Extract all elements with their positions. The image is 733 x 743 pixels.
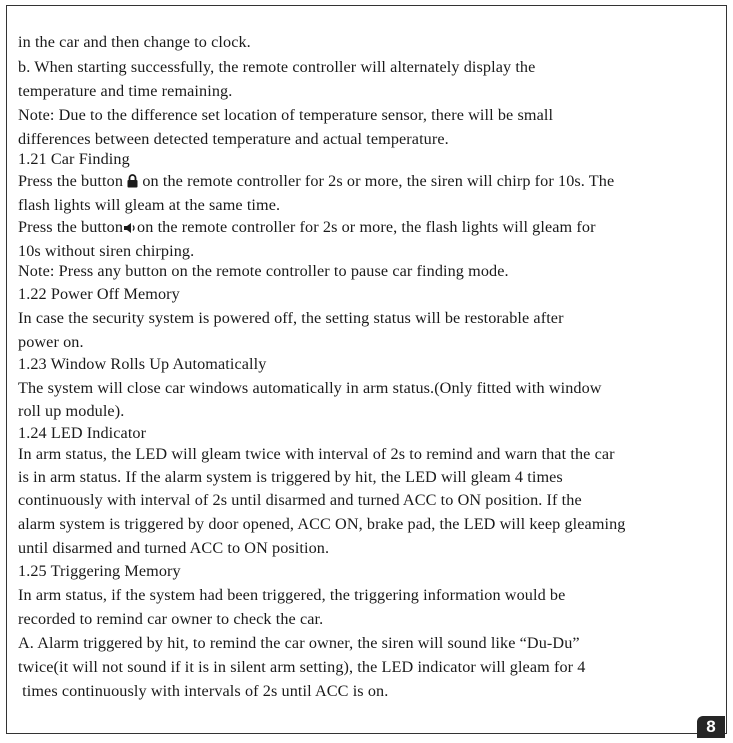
lock-icon xyxy=(127,173,138,193)
section-heading-led-indicator: 1.24 LED Indicator xyxy=(18,424,147,442)
speaker-line-before: Press the button xyxy=(18,218,124,236)
text-line: In case the security system is powered off, the setting status will be restorable after xyxy=(18,309,564,327)
text-line: continuously with interval of 2s until disarmed and turned ACC to ON position. If the xyxy=(18,491,582,509)
text-line: in the car and then change to clock. xyxy=(18,33,251,51)
text-line: twice(it will not sound if it is in silent arm setting), the LED indicator will gleam for 4 xyxy=(18,658,586,676)
text-line: flash lights will gleam at the same time. xyxy=(18,196,281,214)
text-line: alarm system is triggered by door opened, ACC ON, brake pad, the LED will keep gleaming xyxy=(18,515,626,533)
speaker-icon xyxy=(123,219,137,239)
text-line: differences between detected temperature and actual temperature. xyxy=(18,130,449,148)
text-line: is in arm status. If the alarm system is triggered by hit, the LED will gleam 4 times xyxy=(18,468,563,486)
text-line: A. Alarm triggered by hit, to remind the car owner, the siren will sound like “Du-Du” xyxy=(18,634,580,652)
page-number-badge: 8 xyxy=(697,716,725,738)
text-line: In arm status, if the system had been triggered, the triggering information would be xyxy=(18,586,566,604)
text-line: roll up module). xyxy=(18,402,125,420)
text-line: 10s without siren chirping. xyxy=(18,242,195,260)
text-line: power on. xyxy=(18,333,84,351)
lock-line-after: on the remote controller for 2s or more, the siren will chirp for 10s. The xyxy=(142,172,615,190)
section-heading-triggering-memory: 1.25 Triggering Memory xyxy=(18,562,181,580)
text-line: recorded to remind car owner to check the car. xyxy=(18,610,324,628)
text-line: Note: Press any button on the remote controller to pause car finding mode. xyxy=(18,262,509,280)
speaker-line-after: on the remote controller for 2s or more, the flash lights will gleam for xyxy=(137,218,596,236)
section-heading-power-off-memory: 1.22 Power Off Memory xyxy=(18,285,180,303)
text-line: until disarmed and turned ACC to ON position. xyxy=(18,539,330,557)
text-line: times continuously with intervals of 2s until ACC is on. xyxy=(18,682,389,700)
car-finding-speaker-line xyxy=(18,217,596,239)
section-heading-car-finding: 1.21 Car Finding xyxy=(18,150,130,168)
text-line: In arm status, the LED will gleam twice with interval of 2s to remind and warn that the car xyxy=(18,445,615,463)
lock-line-before: Press the button xyxy=(18,172,124,190)
text-line: temperature and time remaining. xyxy=(18,82,233,100)
text-line: b. When starting successfully, the remote controller will alternately display the xyxy=(18,58,536,76)
section-heading-window-rolls-up: 1.23 Window Rolls Up Automatically xyxy=(18,355,267,373)
text-line: Note: Due to the difference set location of temperature sensor, there will be small xyxy=(18,106,554,124)
text-line: The system will close car windows automatically in arm status.(Only fitted with window xyxy=(18,379,602,397)
car-finding-lock-line xyxy=(18,171,614,193)
